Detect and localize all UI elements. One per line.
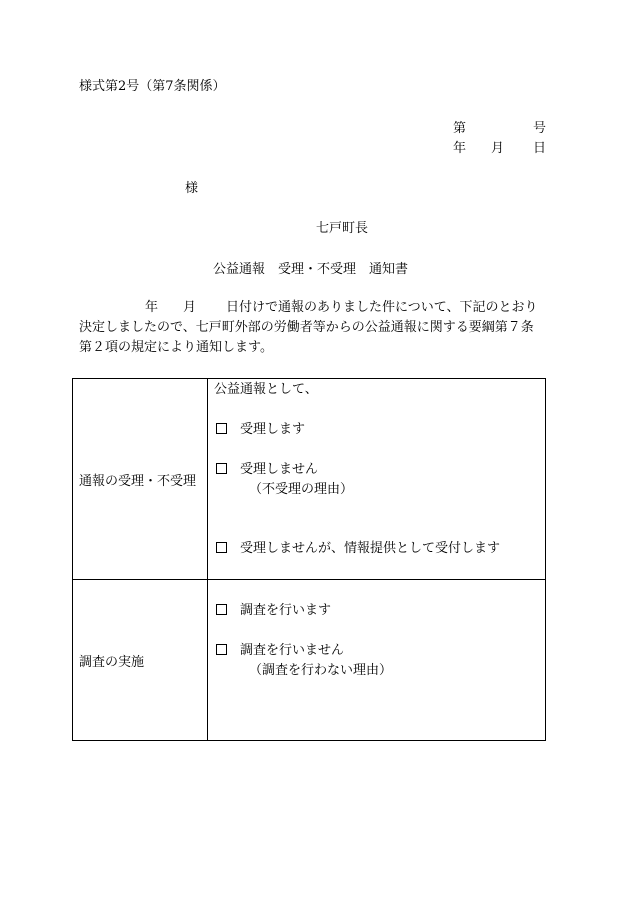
checkbox-icon[interactable] (216, 604, 227, 615)
checkbox-icon[interactable] (216, 542, 227, 553)
option-info-provision (214, 541, 500, 557)
acceptance-intro: 公益通報として、 (214, 382, 318, 397)
body-year: 年 (145, 300, 159, 315)
body-line-3: 第２項の規定により通知します。 (79, 340, 273, 355)
form-number-label: 様式第2号（第7条関係） (79, 79, 226, 94)
body-line-1-text: 日付けで通報のありました件について、下記のとおり (226, 300, 538, 315)
date-year: 年 (453, 141, 467, 156)
body-paragraph (79, 298, 549, 358)
row-label-cell (73, 580, 208, 741)
body-month: 月 (183, 300, 197, 315)
table-row (73, 580, 546, 741)
date-month: 月 (491, 141, 505, 156)
investigation-options-cell (208, 580, 546, 741)
option-investigate-label: 調査を行います (240, 603, 332, 618)
body-line-2: 決定しましたので、七戸町外部の労働者等からの公益通報に関する要綱第７条 (79, 320, 534, 335)
option-accept (214, 422, 305, 438)
notice-table (72, 378, 546, 741)
reject-reason-label: （不受理の理由） (249, 482, 354, 497)
option-investigate (214, 603, 331, 619)
issuer-name: 七戸町長 (316, 221, 369, 236)
table-row (73, 379, 546, 580)
acceptance-label: 通報の受理・不受理 (79, 473, 197, 489)
addressee-suffix: 様 (185, 181, 199, 196)
acceptance-options-cell (208, 379, 546, 580)
body-line-1 (79, 298, 549, 318)
option-reject (214, 462, 318, 478)
document-title: 公益通報 受理・不受理 通知書 (213, 262, 409, 277)
date-day: 日 (533, 141, 547, 156)
no-investigate-reason-label: （調査を行わない理由） (249, 663, 393, 678)
investigation-label: 調査の実施 (79, 654, 145, 670)
option-no-investigate (214, 643, 344, 659)
document-number-prefix: 第 (453, 121, 467, 136)
document-number-suffix: 号 (533, 121, 547, 136)
option-reject-label: 受理しません (240, 462, 319, 477)
checkbox-icon[interactable] (216, 644, 227, 655)
option-accept-label: 受理します (240, 422, 306, 437)
checkbox-icon[interactable] (216, 463, 227, 474)
row-label-cell (73, 379, 208, 580)
option-no-investigate-label: 調査を行いません (240, 643, 345, 658)
option-info-provision-label: 受理しませんが、情報提供として受付します (240, 541, 501, 556)
checkbox-icon[interactable] (216, 423, 227, 434)
